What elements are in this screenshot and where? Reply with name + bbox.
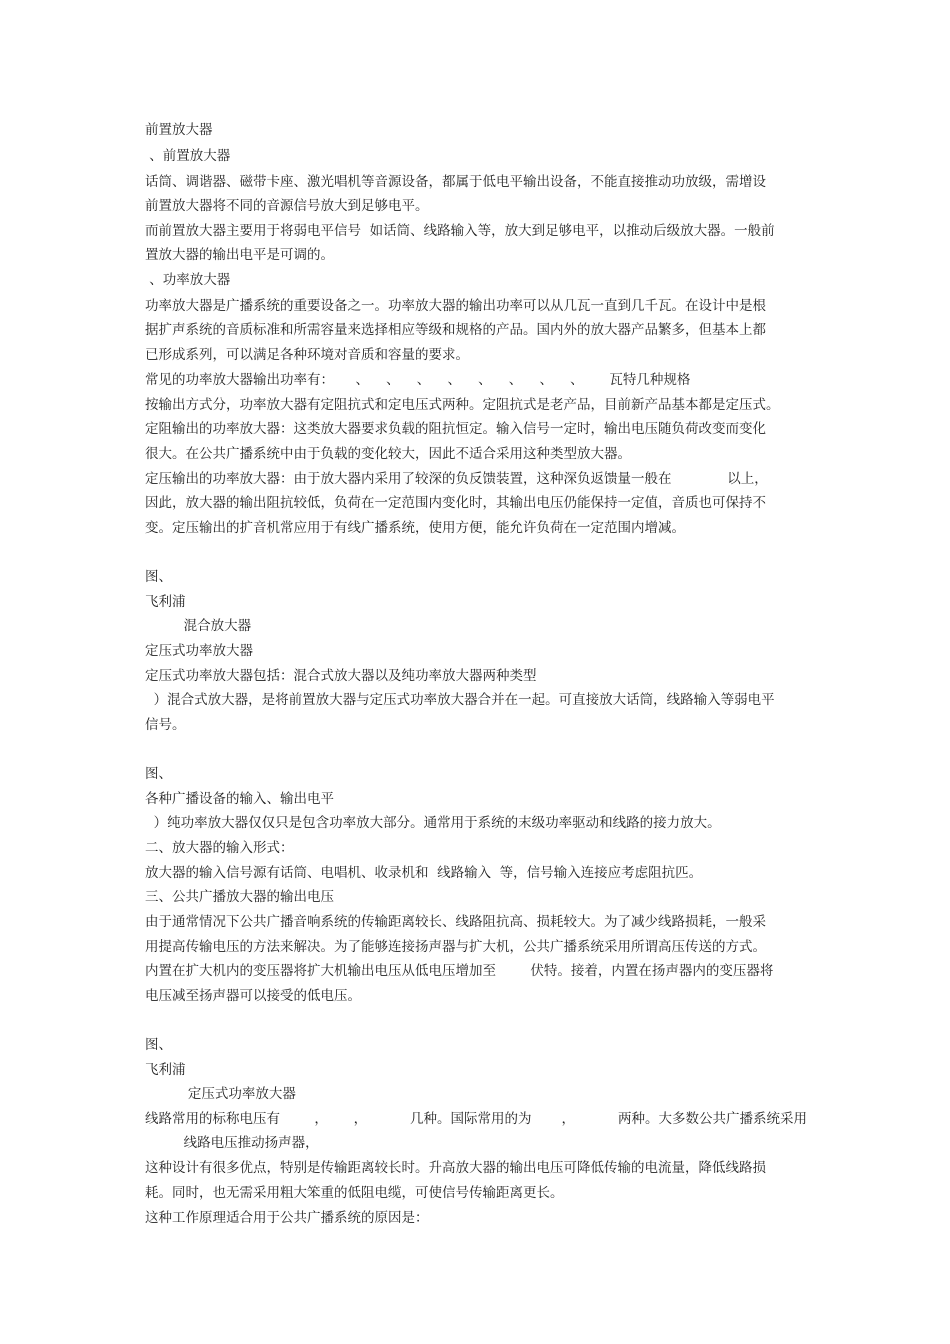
text-line: 已形成系列，可以满足各种环境对音质和容量的要求。 bbox=[145, 347, 469, 363]
text-line: 这种工作原理适合用于公共广播系统的原因是： bbox=[145, 1210, 429, 1226]
text-line: 常见的功率放大器输出功率有： 、 、 、 、 、 、 、 、 瓦特几种规格 bbox=[145, 372, 691, 388]
figure-caption: 图、 bbox=[145, 766, 172, 782]
text-line: 很大。在公共广播系统中由于负载的变化较大，因此不适合采用这种类型放大器。 bbox=[145, 446, 631, 462]
text-line: 而前置放大器主要用于将弱电平信号 如话筒、线路输入等，放大到足够电平，以推动后级放大器。一般前 bbox=[145, 223, 775, 239]
text-line: 据扩声系统的音质标准和所需容量来选择相应等级和规格的产品。国内外的放大器产品繁多，但基本上都 bbox=[145, 322, 766, 338]
text-line: 按输出方式分，功率放大器有定阻抗式和定电压式两种。定阻抗式是老产品，目前新产品基本都是定压式。 bbox=[145, 397, 780, 413]
text-line: 由于通常情况下公共广播音响系统的传输距离较长、线路阻抗高、损耗较大。为了减少线路损耗，一般采 bbox=[145, 914, 766, 930]
text-line: 因此，放大器的输出阻抗较低，负荷在一定范围内变化时，其输出电压仍能保持一定值，音质也可保持不 bbox=[145, 495, 766, 511]
text-line: 前置放大器将不同的音源信号放大到足够电平。 bbox=[145, 198, 429, 214]
text-line: 放大器的输入信号源有话筒、电唱机、收录机和 线路输入 等，信号输入连接应考虑阻抗匹。 bbox=[145, 865, 703, 881]
section-heading: 、功率放大器 bbox=[145, 272, 231, 288]
text-line: 定压式功率放大器 bbox=[145, 1086, 296, 1102]
text-line: 飞利浦 bbox=[145, 594, 186, 610]
text-line: 电压减至扬声器可以接受的低电压。 bbox=[145, 988, 361, 1004]
text-line: ）混合式放大器，是将前置放大器与定压式功率放大器合并在一起。可直接放大话筒，线路输入等弱电平 bbox=[145, 692, 775, 708]
text-line: 各种广播设备的输入、输出电平 bbox=[145, 791, 334, 807]
doc-title: 前置放大器 bbox=[145, 122, 213, 138]
text-line: 变。定压输出的扩音机常应用于有线广播系统，使用方便，能允许负荷在一定范围内增减。 bbox=[145, 520, 685, 536]
text-line: 飞利浦 bbox=[145, 1062, 186, 1078]
text-line: 混合放大器 bbox=[145, 618, 252, 634]
section-heading: 三、公共广播放大器的输出电压 bbox=[145, 889, 334, 905]
text-line: 话筒、调谐器、磁带卡座、激光唱机等音源设备，都属于低电平输出设备，不能直接推动功放级，需增设 bbox=[145, 174, 766, 190]
text-line: 信号。 bbox=[145, 717, 186, 733]
text-line: 用提高传输电压的方法来解决。为了能够连接扬声器与扩大机，公共广播系统采用所谓高压传送的方式。 bbox=[145, 939, 766, 955]
figure-caption: 图、 bbox=[145, 569, 172, 585]
section-heading: 、前置放大器 bbox=[145, 148, 231, 164]
text-line: 耗。同时，也无需采用粗大笨重的低阻电缆，可使信号传输距离更长。 bbox=[145, 1185, 564, 1201]
text-line: 定压式功率放大器包括：混合式放大器以及纯功率放大器两种类型 bbox=[145, 668, 537, 684]
section-heading: 二、放大器的输入形式： bbox=[145, 840, 294, 856]
text-line: 定压输出的功率放大器：由于放大器内采用了较深的负反馈装置，这种深负返馈量一般在 以上， bbox=[145, 471, 768, 487]
text-line: 置放大器的输出电平是可调的。 bbox=[145, 247, 334, 263]
text-line: 这种设计有很多优点，特别是传输距离较长时。升高放大器的输出电压可降低传输的电流量，降低线路损 bbox=[145, 1160, 766, 1176]
text-line: 线路电压推动扬声器， bbox=[145, 1135, 319, 1151]
text-line: 功率放大器是广播系统的重要设备之一。功率放大器的输出功率可以从几瓦一直到几千瓦。在设计中是根 bbox=[145, 298, 766, 314]
text-line: 定阻输出的功率放大器：这类放大器要求负载的阻抗恒定。输入信号一定时，输出电压随负荷改变而变化 bbox=[145, 421, 766, 437]
text-line: ）纯功率放大器仅仅只是包含功率放大部分。通常用于系统的末级功率驱动和线路的接力放大。 bbox=[145, 815, 721, 831]
figure-caption: 图、 bbox=[145, 1037, 172, 1053]
text-line: 内置在扩大机内的变压器将扩大机输出电压从低电压增加至 伏特。接着，内置在扬声器内的变压器将 bbox=[145, 963, 774, 979]
text-line: 定压式功率放大器 bbox=[145, 643, 253, 659]
text-line: 线路常用的标称电压有 ， ， 几种。国际常用的为 ， 两种。大多数公共广播系统采用 bbox=[145, 1111, 807, 1127]
